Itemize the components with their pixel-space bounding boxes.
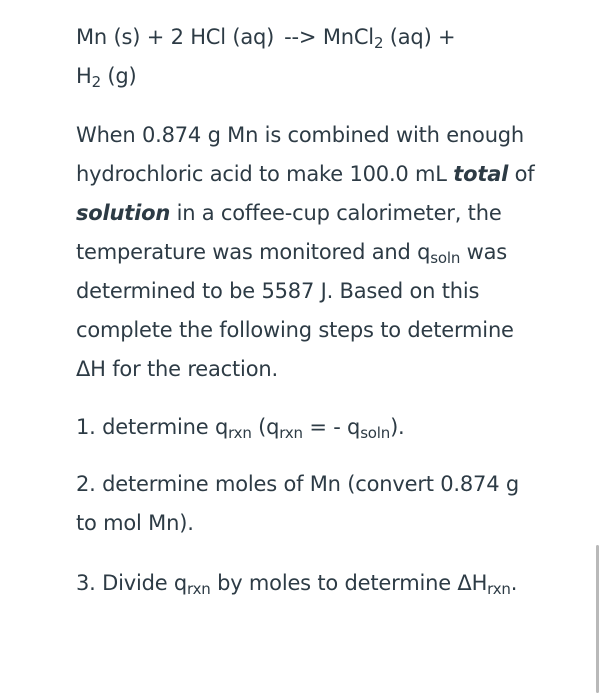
step-1-text-3: = - q (302, 415, 361, 439)
question-body (76, 18, 536, 603)
step-3-text-2: by moles to determine ΔH (210, 571, 488, 595)
step-3-text-end: . (510, 571, 518, 595)
step-1-text: 1. determine q (76, 415, 229, 439)
vertical-scrollbar[interactable] (596, 545, 599, 693)
step-3-text: 3. Divide q (76, 571, 188, 595)
step-1-text-end: ). (390, 415, 405, 439)
intro-text-3: in a coffee-cup calorimeter, the temperature was monitored and q (76, 201, 502, 264)
q-rxn-subscript: rxn (187, 580, 211, 598)
equation-product-state: (aq) + (383, 25, 456, 49)
step-2 (76, 465, 536, 543)
emphasis-solution: solution (76, 201, 171, 225)
equation-product-subscript: 2 (373, 34, 384, 52)
intro-text-4: was determined to be 5587 J. Based on this complete the following steps to determine ΔH for the reaction. (76, 240, 514, 381)
equation-reactants: Mn (s) + 2 HCl (aq) (76, 25, 275, 49)
q-soln-subscript: soln (430, 249, 461, 267)
emphasis-total: total (453, 162, 509, 186)
step-3 (76, 564, 536, 603)
q-rxn-subscript: rxn (228, 424, 252, 442)
intro-text-1: When 0.874 g Mn is combined with enough hydrochloric acid to make 100.0 mL (76, 123, 525, 186)
equation-hydrogen-state: (g) (100, 64, 137, 88)
intro-text-2: of (508, 162, 535, 186)
step-2-text: 2. determine moles of Mn (convert 0.874 g to mol Mn). (76, 472, 519, 535)
q-soln-subscript: soln (360, 424, 391, 442)
reaction-equation (76, 18, 536, 96)
step-1-text-2: (q (251, 415, 280, 439)
equation-product: MnCl (322, 25, 374, 49)
equation-hydrogen: H (76, 64, 92, 88)
equation-hydrogen-subscript: 2 (91, 73, 101, 91)
step-1 (76, 408, 536, 447)
delta-h-rxn-subscript: rxn (487, 580, 511, 598)
equation-arrow: --> (284, 25, 317, 49)
problem-statement (76, 116, 536, 389)
q-rxn-subscript: rxn (279, 424, 303, 442)
